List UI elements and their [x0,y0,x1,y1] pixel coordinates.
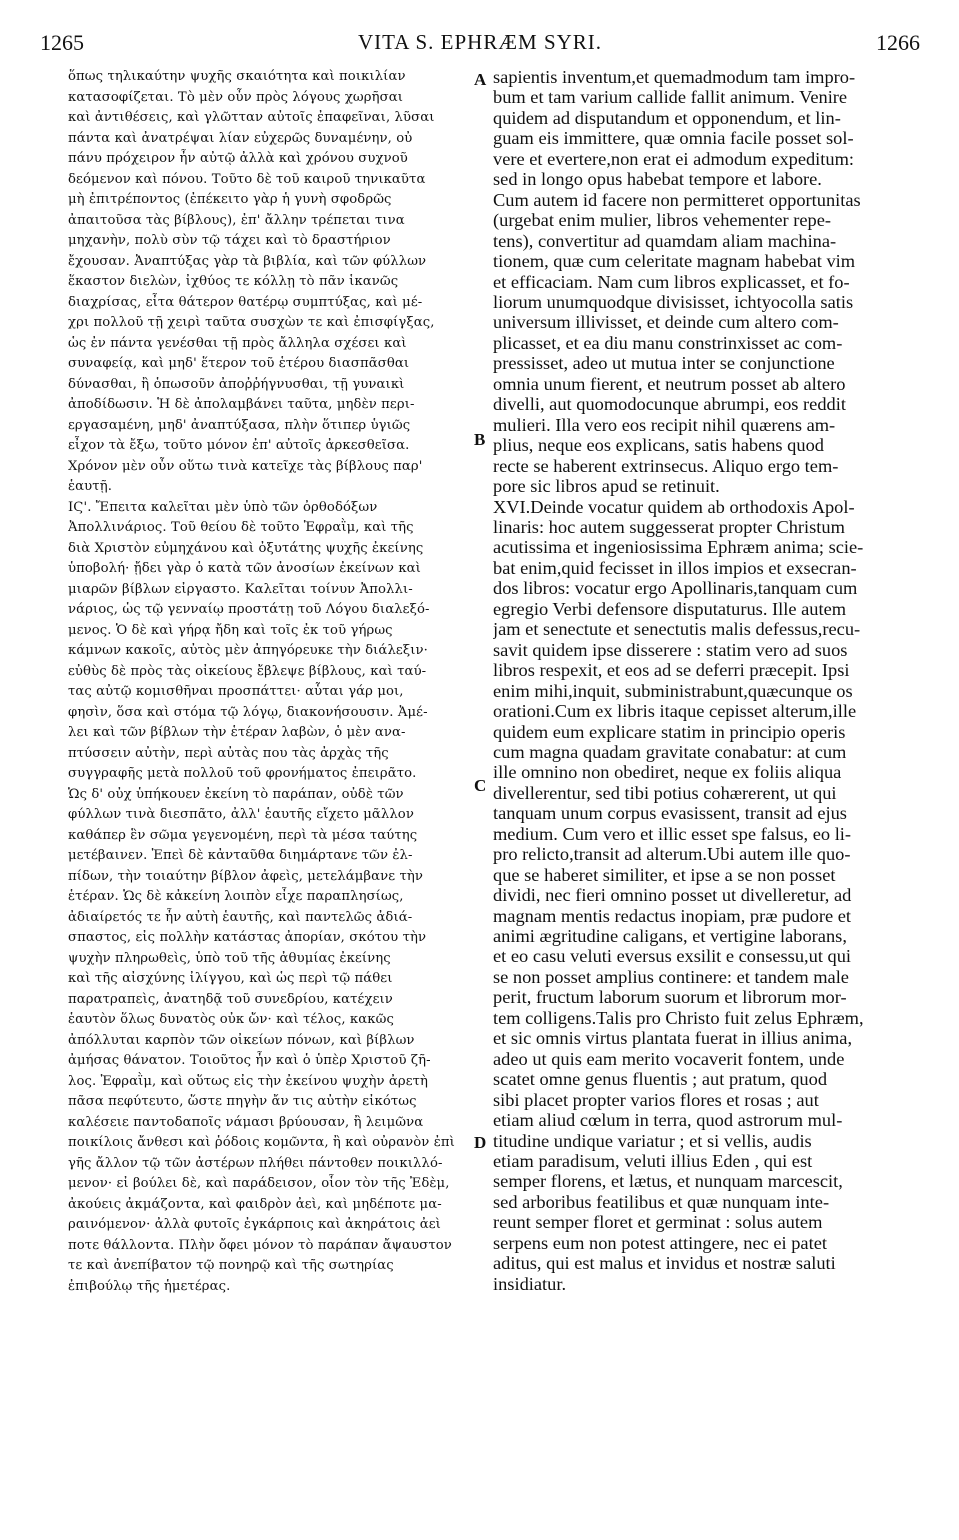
latin-text-line: orationi.Cum ex libris itaque cepisset alterum,ille [493,701,857,722]
latin-text-line: recte se haberent extrinsecus. Aliquo ergo tem- [493,455,839,476]
latin-text-line: insidiatur. [493,1273,567,1294]
latin-text-line: (urgebat enim mulier, libros vehementer repe- [493,210,831,231]
latin-text-line: sed arboribus featilibus et quæ nunquam inte- [493,1191,830,1212]
greek-text-line: παρατραπεὶς, ἀνατηδᾷ τοῦ συνεδρίου, κατέχειν [68,991,393,1007]
greek-text-line: ἀμήσας θάνατον. Τοιοῦτος ἦν καὶ ὁ ὑπὲρ Χριστοῦ ζῆ- [68,1053,431,1068]
greek-text-line: εὐθὺς δὲ πρὸς τὰς οἰκείους ἔβλεψε βίβλους, καὶ ταύ- [68,663,427,679]
greek-text-line: ὑποβολή· ᾔδει γὰρ ὁ κατὰ τῶν ἀνοσίων ἐκείνων καὶ [68,561,421,576]
greek-text-line: εργασαμένη, μηδ' ἀναπτύξασα, πλὴν ὅτιπερ ὑγιῶς [68,417,411,433]
latin-text-line: et sic omnis virtus plantata fuerat in illius anima, [493,1028,853,1049]
greek-text-line: φησὶν, ὅσα καὶ στόμα τῷ λόγῳ, διακονήσουσιν. Ἀμέ- [68,704,428,720]
latin-text-line: acutissima et ingeniosissima Ephræm anima; scie- [493,537,864,558]
latin-text-line: dos libros: vocatur ergo Apollinaris,tanquam cum [493,578,858,599]
greek-text-line: συναφείᾳ, καὶ μηδ' ἕτερον τοῦ ἑτέρου διασπᾶσθαι [68,356,410,371]
latin-text-line: quidem ad disputandum et opponendum, et lin- [493,107,841,128]
section-marker-d: D [474,1133,487,1152]
greek-text-line: ἕκαστον διελὼν, ἰχθύος τε κόλλῃ τὸ πᾶν ἱκανῶς [68,274,399,289]
greek-text-line: χρι πολλοῦ τῇ χειρὶ ταῦτα συσχὼν τε καὶ ἐπισφίγξας, [68,315,435,330]
greek-text-line: σπαστος, εἰς πολλὴν κατάστας ἀπορίαν, σκότου τὴν [68,930,427,945]
greek-text-line: πᾶσα πεφύτευτο, ὥστε πηγὴν ἄν τις αὐτὴν εἰκότως [68,1094,417,1109]
latin-text-line: que se haberet similiter, et ipse a se non posset [493,864,836,885]
greek-text-line: καὶ τῆς αἰσχύνης ἰλίγγου, καὶ ὡς περὶ τῷ πάθει [68,971,393,986]
latin-text-line: dividi, nec fieri omnino posset ut divelleretur, ad [493,885,852,906]
greek-text-line: ποτε θάλλοντα. Πλὴν ὄφει μόνον τὸ παράπαν ἄψαυστον [68,1237,452,1253]
greek-text-line: μενος. Ὁ δὲ καὶ γήρᾳ ἤδη καὶ τοῖς ἐκ τοῦ γήρως [68,622,393,638]
greek-text-line: ΙϚ'. Ἔπειτα καλεῖται μὲν ὑπὸ τῶν ὀρθοδόξων [68,499,378,515]
latin-text-line: medium. Cum vero et illic esset spe falsus, eo li- [493,823,852,844]
latin-text-line: pro relicto,transit ad alterum.Ubi autem ille quo- [493,844,851,865]
greek-text-line: ἔχουσαν. Ἀναπτύξας γὰρ τὰ βιβλία, καὶ τῶν φύλλων [68,253,427,269]
latin-text-line: linaris: hoc autem suggesserat propter Christum [493,516,845,537]
greek-text-line: ἀποδίδωσιν. Ἡ δὲ ἀπολαμβάνει ταῦτα, μηδὲν περι- [68,397,415,412]
section-marker-c: C [474,776,487,795]
latin-text-line: etiam aliud cœlum in terra, quod astrorum mul- [493,1110,843,1131]
latin-text-line: tens), convertitur ad quamdam aliam machina- [493,230,837,251]
greek-text-line: τας αὐτῷ κομισθῆναι προσπάττει· αὗται γάρ μοι, [68,684,404,699]
greek-text-line: ἀδιαίρετός τε ἦν αὐτὴ ἑαυτῆς, καὶ παντελῶς ἀδιά- [68,909,413,925]
greek-text-line: μηχανὴν, πολὺ σὺν τῷ τάχει καὶ τὸ δραστήριον [68,233,391,248]
greek-text-line: ἑαυτῇ. [68,479,112,494]
greek-text-line: πίδων, τὴν τοιαύτην βίβλον ἀφεὶς, μετελάμβανε τὴν [68,868,423,884]
latin-text-line: divelli, aut quomodocunque abrumpi, eos reddit [493,394,846,415]
greek-text-line: κατασοφίζεται. Τὸ μὲν οὖν πρὸς λόγους χωρῆσαι [68,89,404,105]
latin-text-line: sed in longo opus habebat tempore et labore. [493,169,822,190]
greek-text-line: ἀπαιτοῦσα τὰς βίβλους), ἐπ' ἄλλην τρέπεται τινα [68,212,405,228]
greek-text-line: πάνυ πρόχειρον ἦν αὐτῷ ἀλλὰ καὶ χρόνου συχνοῦ [68,151,408,166]
greek-text-line: φύλλων τινὰ διεσπᾶτο, ἀλλ' ἑαυτῆς εἴχετο μᾶλλον [68,807,414,822]
greek-text-line: ἀκούεις ἀκμάζοντα, καὶ φαιδρὸν ἀεὶ, καὶ μηδέποτε μα- [68,1196,442,1212]
latin-text-line: bum et tam varium callide fallit animum. Venire [493,87,848,108]
latin-text-line: jam et senectute et senectutis malis defessus,recu- [493,619,861,640]
latin-text-line: vere et evertere,non erat ei admodum expeditum: [493,148,855,169]
greek-text-line: συγγραφῆς μετὰ πολλοῦ τοῦ φρονήματος ἐπειρᾶτο. [68,766,417,781]
greek-text-line: ἑτέραν. Ὡς δὲ κἀκείνη λοιπὸν εἶχε παραπλησίως, [68,889,404,904]
latin-text-line: divellerentur, sed tibi potius cohærerent, ut qui [493,782,837,803]
page-number-left: 1265 [40,30,84,55]
latin-text-line: libros respexit, et eos ad se deferri præcepit. Ipsi [493,660,850,681]
latin-text-line: tionem, quæ cum celeritate magnam habebat vim [493,251,856,272]
greek-text-line: ποικίλοις ἄνθεσι καὶ ῥόδοις κομῶντα, ἢ καὶ οὐρανὸν ἐπὶ [68,1135,455,1150]
latin-text-line: XVI.Deinde vocatur quidem ab orthodoxis Apol- [493,496,855,517]
latin-text-line: universum illivisset, et deinde cum altero com- [493,312,839,333]
latin-text-line: sibi placet propter varios flores et rosas ; aut [493,1089,819,1110]
greek-text-line: γῆς ἄλλον τῷ τῶν ἀστέρων πλήθει πάντοθεν ποικιλλό- [68,1155,443,1171]
greek-text-line: ἐπιβούλῳ τῆς ἡμετέρας. [68,1278,231,1294]
greek-text-line: δύνασθαι, ἢ ὁπωσοῦν ἀποῤῥήγνυσθαι, τῇ γυναικὶ [68,376,405,392]
latin-text-line: pressisset, adeo ut mutua inter se conjunctione [493,353,835,374]
greek-text-line: ὅπως τηλικαύτην ψυχῆς σκαιότητα καὶ ποικιλίαν [68,69,406,84]
greek-text-line: δεόμενον καὶ πόνου. Τοῦτο δὲ τοῦ καιροῦ τηνικαῦτα [68,171,426,187]
greek-text-line: μὴ ἐπιτρέποντος (ἐπέκειτο γὰρ ἡ γυνὴ σφοδρῶς [68,192,392,207]
greek-text-line: Ὡς δ' οὐχ ὑπήκουεν ἐκείνη τὸ παράπαν, οὐδὲ τῶν [68,786,404,802]
latin-text-line: pore sic libros apud se retinuit. [493,476,720,497]
latin-text-line: perit, fructum laborum suorum et librorum mor- [493,987,847,1008]
latin-text-line: sapientis inventum,et quemadmodum tam impro- [493,67,856,87]
latin-text-line: mulieri. Illa vero eos recipit nihil quærens am- [493,414,836,435]
greek-text-line: μετέβαινεν. Ἐπεὶ δὲ κἀνταῦθα διημάρτανε τῶν ἐλ- [68,848,413,863]
latin-text-line: magnam mentis redactus inopiam, præ pudore et [493,905,852,926]
greek-text-line: εἶχον τὰ ἔξω, τοῦτο μόνον ἐπ' αὐτοῖς ἀρκεσθεῖσα. [68,438,410,453]
latin-text-line: cum magna quadam gravitate conabatur: at cum [493,741,847,762]
greek-text-line: καθάπερ ἓν σῶμα γεγενομένη, περὶ τὰ μέσα ταύτης [68,827,418,843]
latin-text-line: et efficaciam. Nam cum libros explicasset, et fo- [493,271,850,292]
latin-text-line: egregio Verbi defensore disputaturus. Ille autem [493,598,847,619]
page-header [40,30,920,60]
greek-text-line: Χρόνον μὲν οὖν οὕτω τινὰ κατεῖχε τὰς βίβλους παρ' [68,458,423,474]
latin-text-line: quidem eum explicare statim in principio operis [493,721,846,742]
latin-text-line: aditus, qui est malus et invidus et nostræ saluti [493,1253,836,1274]
greek-text-line: καὶ ἀντιθέσεις, καὶ γλῶτταν αὐτοῖς ἐπαφεῖναι, λῦσαι [68,110,435,125]
latin-text-line: reunt semper floret et germinat : solus autem [493,1212,823,1233]
latin-text-line: adeo ut quis eam merito vocaverit fontem, unde [493,1048,845,1069]
latin-text-line: semper florens, et lætus, et nunquam marcescit, [493,1171,843,1192]
latin-text-line: ille omnino non obediret, neque ex foliis aliqua [493,762,842,783]
greek-text-line: ἀπόλλυται καρπὸν τῶν οἰκείων πόνων, καὶ βίβλων [68,1032,415,1048]
greek-text-line: νάριος, ὡς τῷ γενναίῳ προστάτῃ τοῦ Λόγου διαλεξό- [68,602,430,617]
greek-text-line: ραινόμενον· ἀλλὰ φυτοῖς ἐγκάρποις καὶ ἀκηράτοις ἀεὶ [68,1217,441,1232]
latin-text-line: bat enim,quid fecisset in illos impios et exsecran- [493,557,857,578]
latin-text-line: Cum autem id facere non permitteret opportunitas [493,189,861,210]
latin-text-line: titudine undique variatur ; et si vellis, audis [493,1130,812,1151]
latin-column [493,67,923,1294]
greek-text-line: διαχρίσας, εἶτα θάτερον θατέρῳ συμπτύξας, καὶ μέ- [68,294,423,310]
greek-text-line: ψυχὴν πληρωθεὶς, ὑπὸ τοῦ τῆς ἀθυμίας ἐκείνης [68,950,391,966]
section-marker-b: B [474,430,486,449]
greek-text-line: τε καὶ ἀνεπίβατον τῷ πονηρῷ καὶ τῆς σωτηρίας [68,1258,394,1273]
latin-text-line: se non posset amplius continere: et tandem male [493,966,849,987]
latin-text-line: animi ægritudine caligans, et vertigine laborans, [493,926,847,947]
page-number-right: 1266 [876,30,920,55]
greek-text-line: Ἀπολλινάριος. Τοῦ θείου δὲ τοῦτο Ἐφραῒμ, καὶ τῆς [68,520,414,535]
latin-text-line: et eo casu veluti eversus exsilit e consessu,ut qui [493,946,852,967]
latin-text-line: plicasset, et ea diu manu constrinxisset ac com- [493,332,843,353]
latin-text-line: scatet omne genus fluentis ; aut pratum, quod [493,1069,828,1090]
latin-text-line: savit quidem ipse disserere : statim vero ad suos [493,639,848,660]
greek-text-line: λει καὶ τῶν βίβλων τὴν ἑτέραν λαβὼν, ὁ μὲν ανα- [68,725,406,740]
latin-text-line: guam eis immittere, quæ omnia facile posset sol- [493,128,854,149]
greek-text-line: πτύσσειν αὐτὴν, περὶ αὐτὰς που τὰς ἀρχὰς τῆς [68,745,389,761]
running-title: VITA S. EPHRÆM SYRI. [357,30,603,54]
greek-text-line: λος. Ἐφραῒμ, καὶ οὕτως εἰς τὴν ἐκείνου ψυχὴν ἀρετὴ [68,1073,429,1089]
greek-text-line: ὡς ἐν πάντα γενέσθαι τῇ πρὸς ἄλληλα σχέσει καὶ [68,335,407,351]
greek-text-line: μιαρῶν βίβλων εἰργαστο. Καλεῖται τοίνυν Ἀπολλι- [68,581,413,597]
latin-text-line: enim mihi,inquit, subministrabunt,quæcunque os [493,680,853,701]
latin-text-line: serpens eum non potest attingere, nec ei patet [493,1232,827,1253]
greek-text-line: μενον· εἰ βούλει δὲ, καὶ παράδεισον, οἷον τὸν τῆς Ἐδὲμ, [68,1176,450,1191]
latin-text-line: omnia unum fierent, et neutrum posset ab altero [493,373,846,394]
latin-text-line: liorum unumquodque divisisset, ichtyocolla satis [493,291,854,312]
greek-text-line: κάμνων κακοῖς, αὐτὸς μὲν ἀπηγόρευκε τὴν διάλεξιν· [68,643,428,658]
latin-text-line: etiam paradisum, veluti illius Eden , qui est [493,1151,813,1172]
greek-text-line: πάντα καὶ ἀνατρέψαι λίαν εὐχερῶς δυναμένην, οὐ [68,130,413,146]
latin-text-line: tanquam unum corpus evasissent, transit ad ejus [493,803,847,824]
section-marker-a: A [474,70,487,89]
latin-text-line: tem colligens.Talis pro Christo fuit zelus Ephræm, [493,1007,864,1028]
greek-text-line: καλέσειε παντοδαποῖς νάμασι βρύουσαν, ἢ λειμῶνα [68,1114,424,1130]
greek-text-line: ἑαυτὸν ὅλως δυνατὸς οὐκ ὤν· καὶ τέλος, κακῶς [68,1012,394,1027]
latin-text-line: plius, neque eos explicans, satis habens quod [493,435,824,456]
greek-column [68,67,472,1297]
greek-text-line: διὰ Χριστὸν εὐμηχάνου καὶ ὀξυτάτης ψυχῆς ἐκείνης [68,540,424,556]
